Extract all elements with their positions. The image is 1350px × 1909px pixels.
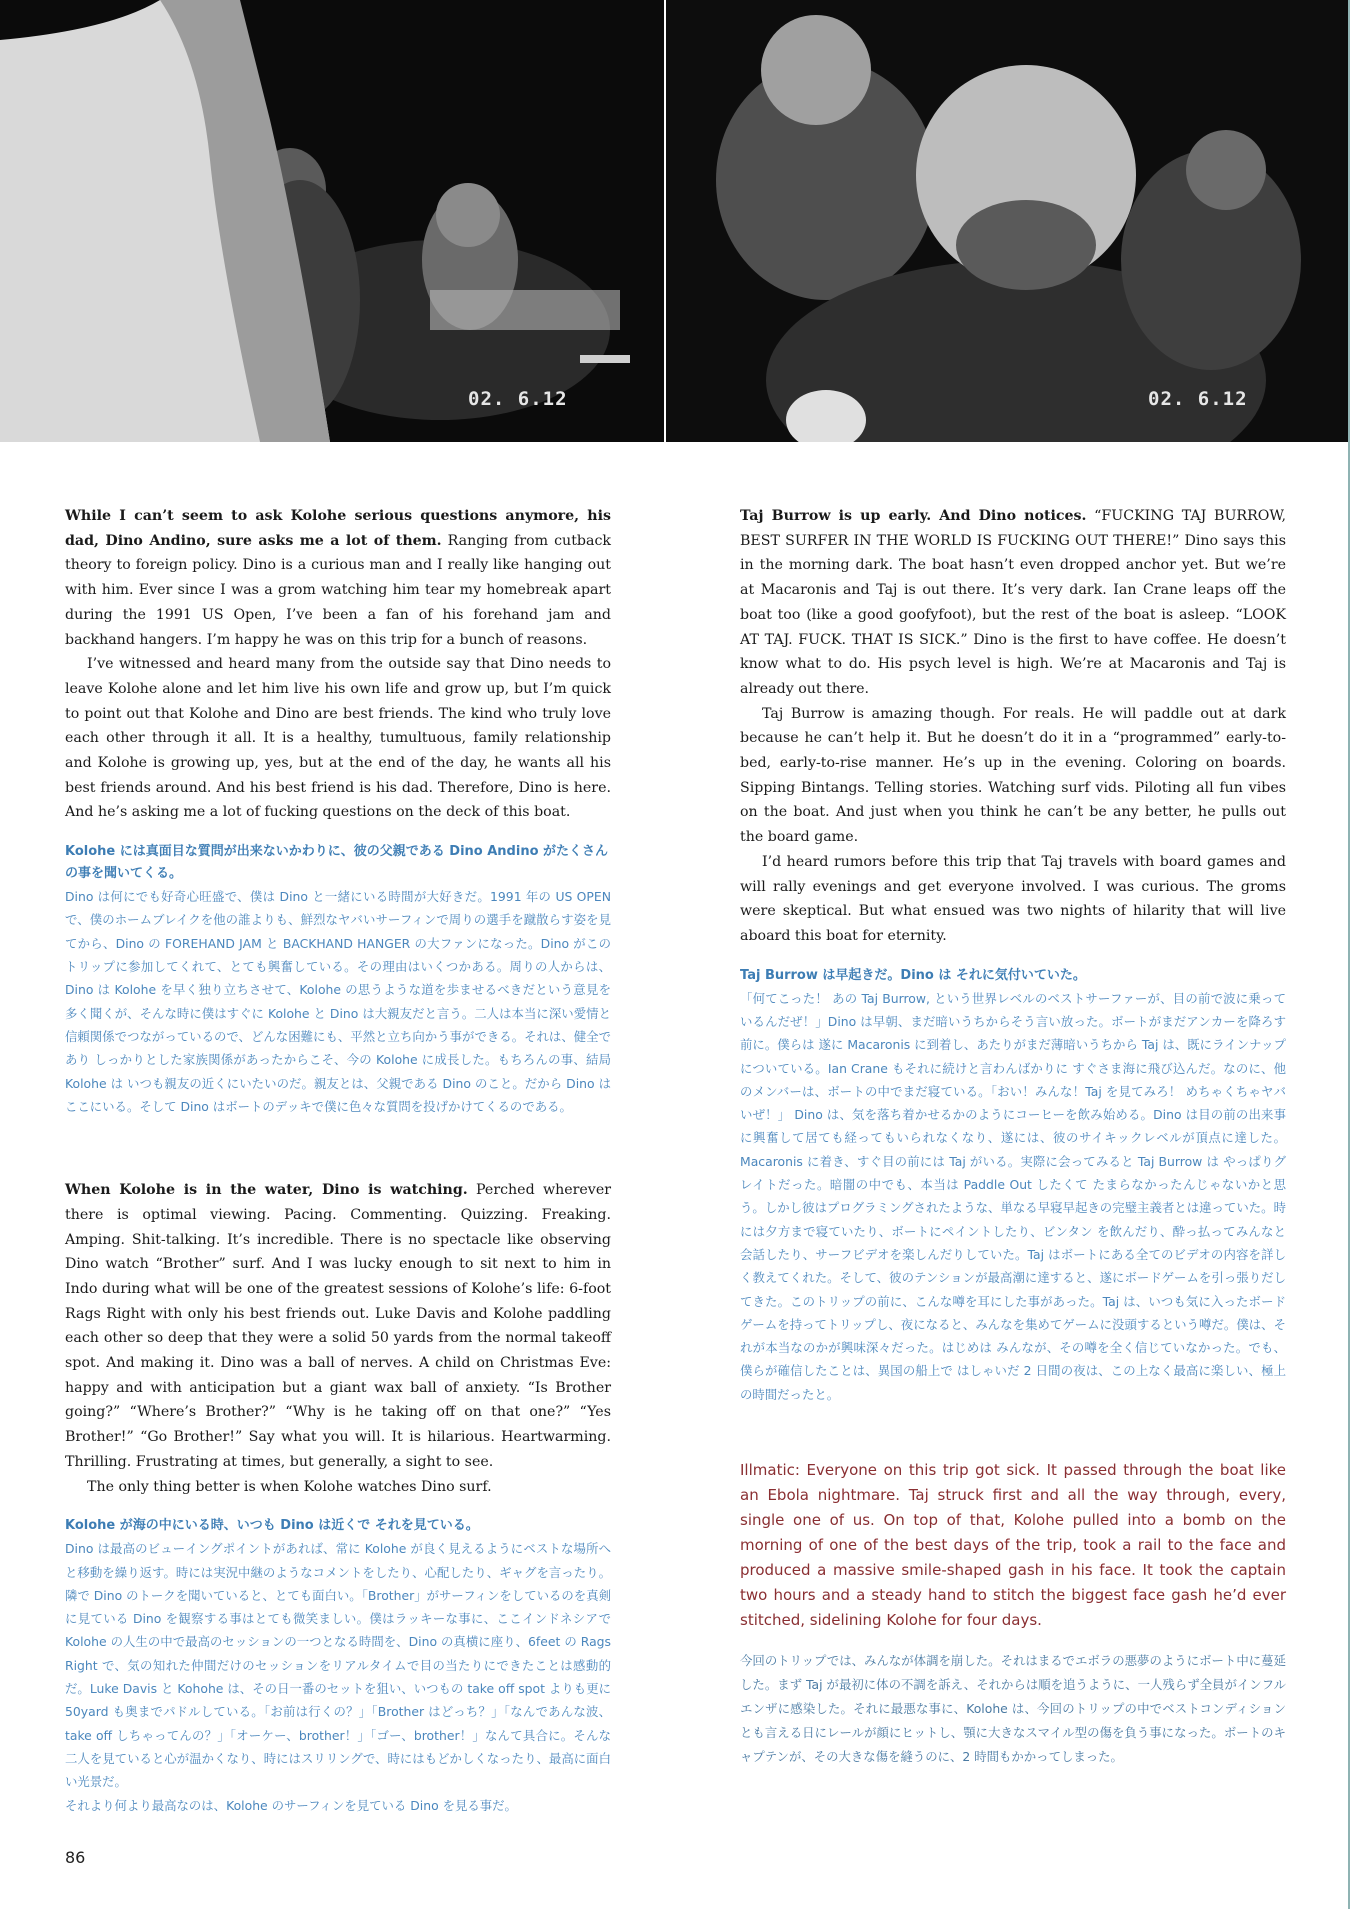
right-paragraph-2: Taj Burrow is amazing though. For reals. He will paddle out at dark because he can’t help it. But he doesn’t do it in a “programmed” early-to-bed, early-to-rise manner. He’s up in the evening. Coloring on boards. Sipping Bintangs. Telling stories. Watching surf vids. Piloting all fun vibes on the boat. And just when you think he can’t be any better, he pulls out the board game. <box>740 705 1286 846</box>
illmatic-sidebar: Illmatic: Everyone on this trip got sick. It passed through the boat like an Ebola nightmare. Taj struck first and all the way through, every, single one of us. On top of that, Kolohe pulled into a bomb on the morning of one of the best days of the trip, took a rail to the face and produced a massive smile-shaped gash in his face. It took the captain two hours and a steady hand to stitch the biggest face gash he’d ever stitched, sidelining Kolohe for four days. <box>740 1461 1286 1629</box>
left-paragraph-4: The only thing better is when Kolohe watches Dino surf. <box>87 1478 492 1495</box>
photo-left-date-stamp: 02. 6.12 <box>468 388 568 410</box>
right-paragraph-1 <box>740 504 1286 702</box>
left-paragraph-3 <box>65 1178 611 1474</box>
right-jp-body-1: 「何てこった！ あの Taj Burrow, という世界レベルのベストサーファーが、目の前で波に乗っているんだぜ！」Dino は早朝、まだ暗いうちからそう言い放った。ボートがまだアンカーを降ろす前に。僕らは 遂に Macaronis に到着し、あたりがまだ薄暗いうちから Taj は、既にラインナップについている。Ian Crane もそれに続けと言わんばかりに すぐさま海に飛び込んだ。なのに、他のメンバーは、ボートの中でまだ寝ている。「おい！みんな！Taj を見てみろ！ めちゃくちゃヤバいぜ！」 Dino は、気を落ち着かせるかのようにコーヒーを飲み始める。Dino は目の前の出来事に興奮して居ても経ってもいられなくなり、遂には、彼のサイキックレベルが頂点に達した。Macaronis に着き、すぐ目の前には Taj がいる。実際に会ってみると Taj Burrow は やっぱりグレイトだった。暗闇の中でも、本当は Paddle Out したくて たまらなかったんじゃないかと思う。しかし彼はプログラミングされたような、単なる早寝早起きの完璧主義者とは違っていた。時には夕方まで寝ていたり、ボートにペイントしたり、ビンタン を飲んだり、酔っ払ってみんなと会話したり、サーフビデオを楽しんだりしていた。Taj はボートにある全てのビデオの内容を詳しく教えてくれた。そして、彼のテンションが最高潮に達すると、遂にボードゲームを引っ張りだしてきた。このトリップの前に、こんな噂を耳にした事があった。Taj は、いつも気に入ったボードゲームを持ってトリップし、夜になると、みんなを集めてゲームに没頭するという噂だ。僕は、それが本当なのかが興味深々だった。はじめは みんなが、その噂を全く信じていなかった。でも、僕らが確信したことは、異国の船上で はしゃいだ 2 日間の夜は、この上なく最高に楽しい、極上の時間だったと。 <box>740 990 1286 1402</box>
photo-strip <box>0 0 1350 442</box>
photo-left-image <box>0 0 664 442</box>
left-jp-body-1: Dino は何にでも好奇心旺盛で、僕は Dino と一緒にいる時間が大好きだ。1991 年の US OPEN で、僕のホームブレイクを他の誰よりも、鮮烈なヤバいサーフィンで周りの選手を蹴散らす姿を見てから、Dino の FOREHAND JAM と BACKHAND HANGER の大ファンになった。Dino がこのトリップに参加してくれて、とても興奮している。その理由はいくつかある。周りの人からは、Dino は Kolohe を早く独り立ちさせて、Kolohe の思うような道を歩ませるべきだという意見を多く聞くが、そんな時に僕はすぐに Kolohe と Dino は大親友だと言う。二人は本当に深い愛情と信頼関係でつながっているので、どんな困難にも、平然と立ち向かう事ができる。それは、健全であり しっかりとした家族関係があったからこそ、今の Kolohe に成長した。もちろんの事、結局 Kolohe は いつも親友の近くにいたいのだ。親友とは、父親である Dino のこと。だから Dino はここにいる。そして Dino はボートのデッキで僕に色々な質問を投げかけてくるのである。 <box>65 889 611 1114</box>
left-paragraph-3-lead: When Kolohe is in the water, Dino is watching. <box>65 1182 468 1199</box>
right-paragraph-1-body: “FUCKING TAJ BURROW, BEST SURFER IN THE WORLD IS FUCKING OUT THERE!” Dino says this in the morning dark. The boat hasn’t even dropped anchor yet. But we’re at Macaronis and Taj is out there. It’s very dark. Ian Crane leaps off the boat too (like a good goofyfoot), but the rest of the boat is asleep. “LOOK AT TAJ. FUCK. THAT IS SICK.” Dino is the first to have coffee. He doesn’t know what to do. His psych level is high. We’re at Macaronis and Taj is already out there. <box>740 508 1287 697</box>
left-paragraph-1-lead: While I can’t seem to ask Kolohe serious questions anymore, his dad, Dino Andino, sure asks me a lot of them. <box>65 508 611 549</box>
left-jp-lead-2: Kolohe が海の中にいる時、いつも Dino は近くで それを見ている。 <box>65 1518 479 1534</box>
right-jp-lead-1: Taj Burrow は早起きだ。Dino は それに気付いていた。 <box>740 967 1086 983</box>
right-paragraph-1-lead: Taj Burrow is up early. And Dino notices. <box>740 508 1087 524</box>
photo-right <box>666 0 1350 442</box>
right-paragraph-3: I’d heard rumors before this trip that Taj travels with board games and will rally evenings and get everyone involved. I was curious. The groms were skeptical. But what ensued was two nights of hilarity that will live aboard this boat for eternity. <box>740 853 1286 944</box>
left-jp-body-2: Dino は最高のビューイングポイントがあれば、常に Kolohe が良く見えるようにベストな場所へと移動を繰り返す。時には実況中継のようなコメントをしたり、心配したり、ギャグを言ったり。隣で Dino のトークを聞いていると、とても面白い。「Brother」がサーフィンをしているのを真剣に見ている Dino を観察する事はとても微笑ましい。僕はラッキーな事に、ここインドネシアで Kolohe の人生の中で最高のセッションの一つとなる時間を、Dino の真横に座り、6feet の Rags Right で、気の知れた仲間だけのセッションをリアルタイムで目の当たりにできたことは感動的だ。Luke Davis と Kohohe は、その日一番のセットを狙い、いつもの take off spot よりも更に 50yard も奥までパドルしている。「お前は行くの？」「Brother はどっち？」「なんであんな波、take off しちゃってんの？」「オーケー、brother！」「ゴー、brother！」なんて具合に。そんな二人を見ていると心が温かくなり、時にはスリリングで、時にはもどかしくなったり、最高に面白い光景だ。 <box>65 1541 611 1790</box>
right-column <box>740 504 1286 1769</box>
left-paragraph-3-body: Perched wherever there is optimal viewing. Pacing. Commenting. Quizzing. Freaking. Amping. Shit-talking. It’s incredible. There is no spectacle like observing Dino watch “Brother” surf. And I was lucky enough to sit next to him in Indo during what will be one of the greatest sessions of Kolohe’s life: 6-foot Rags Right with only his best friends out. Luke Davis and Kolohe paddling each other so deep that they were a solid 50 yards from the normal takeoff spot. And making it. Dino was a ball of nerves. A child on Christmas Eve: happy and with anticipation but a giant wax ball of anxiety. “Is Brother going?” “Where’s Brother?” “Why is he taking off on that one?” “Yes Brother!” “Go Brother!” Say what you will. It is hilarious. Heartwarming. Thrilling. Frustrating at times, but generally, a sight to see. <box>65 1182 612 1470</box>
photo-left <box>0 0 664 442</box>
illmatic-jp: 今回のトリップでは、みんなが体調を崩した。それはまるでエボラの悪夢のようにボート中に蔓延した。まず Taj が最初に体の不調を訴え、それからは順を追うように、一人残らず全員がインフルエンザに感染した。それに最悪な事に、Kolohe は、今回のトリップの中でベストコンディションとも言える日にレールが顔にヒットし、顎に大きなスマイル型の傷を負う事になった。ボートのキャプテンが、その大きな傷を縫うのに、2 時間もかかってしまった。 <box>740 1653 1286 1764</box>
left-column <box>65 504 611 1817</box>
left-jp-lead-1: Kolohe には真面目な質問が出来ないかわりに、彼の父親である Dino Andino がたくさんの事を聞いてくる。 <box>65 844 609 882</box>
photo-right-date-stamp: 02. 6.12 <box>1148 388 1248 410</box>
left-paragraph-1-body: Ranging from cutback theory to foreign policy. Dino is a curious man and I really like hanging out with him. Ever since I was a grom watching him tear my homebreak apart during the 1991 US Open, I’ve been a fan of his forehand jam and backhand hangers. I’m happy he was on this trip for a bunch of reasons. <box>65 532 611 648</box>
page-number: 86 <box>65 1848 86 1867</box>
left-paragraph-2: I’ve witnessed and heard many from the outside say that Dino needs to leave Kolohe alone and let him live his own life and grow up, but I’m quick to point out that Kolohe and Dino are best friends. The kind who truly love each other through it all. It is a healthy, tumultuous, family relationship and Kolohe is growing up, yes, but at the end of the day, he wants all his best friends around. And his best friend is his dad. Therefore, Dino is here. And he’s asking me a lot of fucking questions on the deck of this boat. <box>65 656 611 821</box>
left-paragraph-1 <box>65 504 611 652</box>
left-jp-end-2: それより何より最高なのは、Kolohe のサーフィンを見ている Dino を見る事だ。 <box>65 1797 517 1813</box>
photo-right-image <box>666 0 1350 442</box>
